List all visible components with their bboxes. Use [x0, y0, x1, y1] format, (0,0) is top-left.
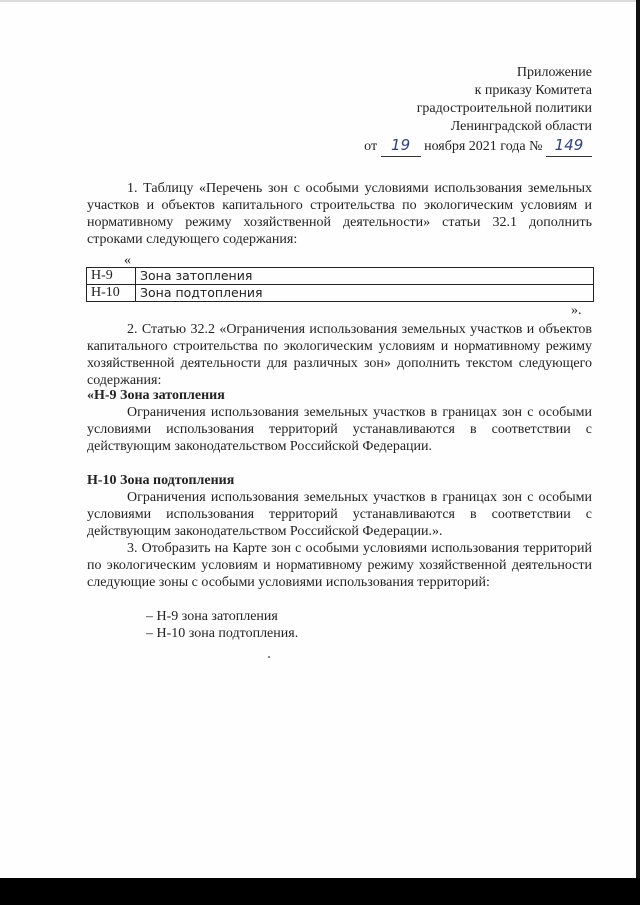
appendix-header: [364, 64, 592, 157]
date-middle: ноября 2021 года №: [424, 139, 543, 154]
appendix-region-line: Ленинградской области: [450, 119, 592, 134]
zone-name-cell: Зона подтопления: [136, 285, 594, 302]
date-prefix: от: [364, 139, 378, 154]
zone-name-cell: Зона затопления: [136, 268, 594, 285]
list-item: – Н-10 зона подтопления.: [146, 626, 299, 641]
section-h10-text: Ограничения использования земельных участков в границах зон с особыми условиями использования территорий устанавливаются в соответствии с действующим законодательством Российской Федерации.».: [87, 490, 592, 539]
scan-speck: [268, 656, 270, 658]
paragraph-2: 2. Статью 32.2 «Ограничения использования земельных участков и объектов капитального строительства по экологическим условиям и нормативному режиму хозяйственной деятельности для различных зон» дополнить текстом следующего содержания:: [87, 322, 592, 388]
appendix-title: Приложение: [516, 65, 592, 80]
appendix-order-line: к приказу Комитета: [474, 83, 592, 98]
section-h9: [87, 387, 592, 455]
section-h10-heading: Н-10 Зона подтопления: [87, 473, 235, 488]
scan-bottom-edge: [0, 878, 640, 905]
handwritten-number: [546, 136, 592, 157]
zone-code-cell: Н-10: [87, 285, 136, 302]
order-number-value: 149: [554, 136, 584, 154]
paragraph-3: 3. Отобразить на Карте зон с особыми условиями использования территорий по экологическим условиям и нормативному режиму хозяйственной деятельности следующие зоны с особыми условиями использования территорий:: [87, 541, 592, 590]
section-h9-text: Ограничения использования земельных участков в границах зон с особыми условиями использования территорий устанавливаются в соответствии с действующим законодательством Российской Федерации.: [87, 405, 592, 454]
section-h10: [87, 472, 592, 540]
quote-open-mark: «: [124, 253, 131, 268]
paragraph-1: 1. Таблицу «Перечень зон с особыми условиями использования земельных участков и объектов капитального строительства по экологическим условиям и нормативному режиму хозяйственной деятельности» статьи 32.1 дополнить строками следующего содержания:: [87, 181, 592, 247]
list-item: – Н-9 зона затопления: [146, 609, 278, 624]
section-h9-heading: «Н-9 Зона затопления: [87, 388, 225, 403]
zone-code-cell: Н-9: [87, 268, 136, 285]
zones-table: [86, 267, 594, 302]
day-value: 19: [391, 136, 411, 154]
quote-close-mark: ».: [571, 303, 582, 318]
table-row: [87, 268, 594, 285]
appendix-committee-line: градостроительной политики: [416, 101, 592, 116]
table-row: [87, 285, 594, 302]
scan-right-edge: [636, 0, 640, 905]
appendix-date-line: [364, 136, 592, 157]
handwritten-day: [381, 136, 421, 157]
